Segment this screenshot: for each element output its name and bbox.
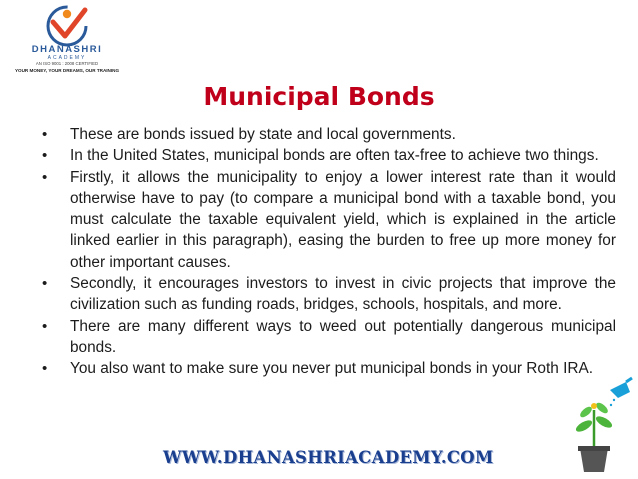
- website-footer: WWW.DHANASHRIACADEMY.COM: [163, 448, 494, 467]
- plant-watering-can-icon: [566, 376, 634, 476]
- bullet-item: • In the United States, municipal bonds are often tax-free to achieve two things.: [42, 145, 616, 166]
- bullet-item: • Firstly, it allows the municipality to enjoy a lower interest rate than it would otherwise have to pay (to compare a municipal bond with a taxable bond, you must calculate the taxable equivalent yield, which is explained in the article linked earlier in this paragraph), easing the burden to free up more money for other important causes.: [42, 167, 616, 273]
- bullet-item: • You also want to make sure you never put municipal bonds in your Roth IRA.: [42, 358, 616, 379]
- logo-subtitle: ACADEMY: [47, 55, 87, 61]
- logo-person-check-icon: [43, 4, 91, 48]
- logo-certification: AN ISO 9001 : 2008 CERTIFIED: [35, 61, 99, 66]
- logo-brand: DHANASHRI: [31, 44, 103, 55]
- academy-logo: [8, 4, 126, 76]
- bullet-item: • These are bonds issued by state and local governments.: [42, 124, 616, 145]
- bullet-item: • Secondly, it encourages investors to invest in civic projects that improve the civilization such as funding roads, bridges, schools, hospitals, and more.: [42, 273, 616, 316]
- bullet-list: [42, 124, 616, 380]
- bullet-item: • There are many different ways to weed out potentially dangerous municipal bonds.: [42, 316, 616, 359]
- logo-tagline: YOUR MONEY, YOUR DREAMS, OUR TRAINING: [14, 68, 120, 73]
- slide-title: Municipal Bonds: [203, 82, 435, 111]
